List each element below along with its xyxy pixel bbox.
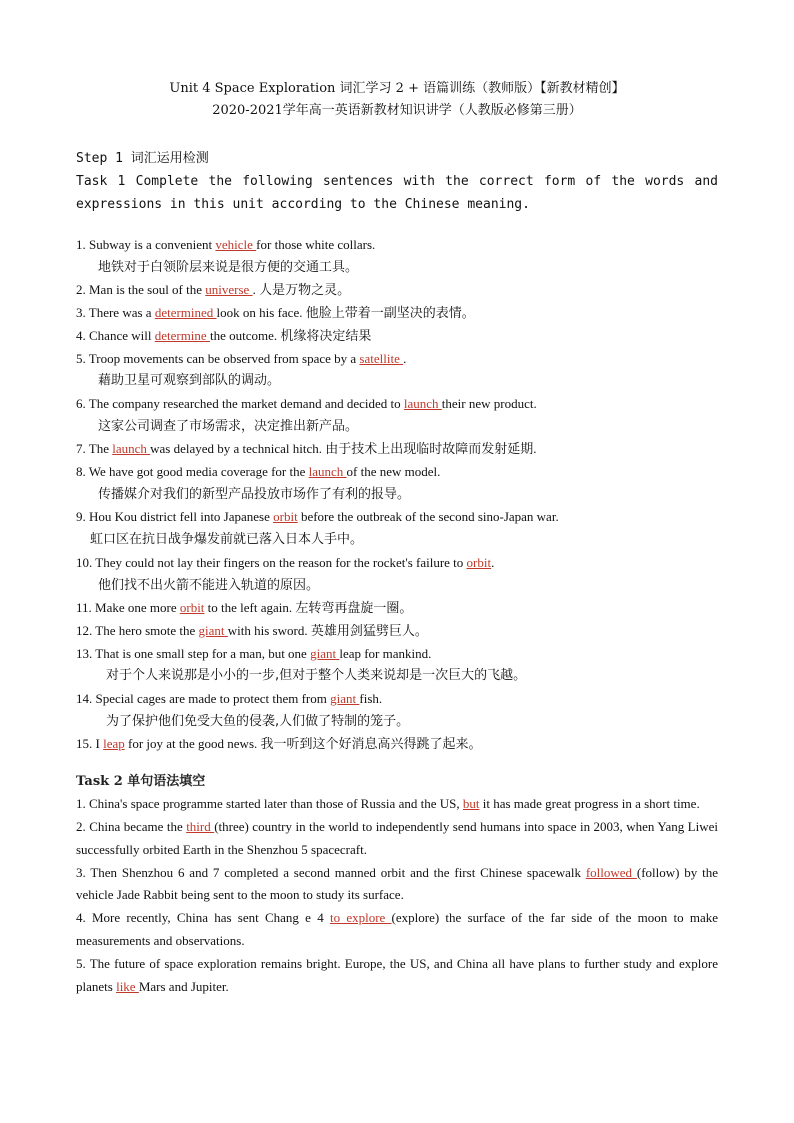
answer-blank: determined xyxy=(154,305,217,321)
task2-item xyxy=(76,793,718,816)
chinese-translation: 地铁对于白领阶层来说是很方便的交通工具。 xyxy=(98,259,359,275)
answer-blank: to explore xyxy=(329,910,392,926)
task2-item xyxy=(76,816,718,862)
doc-title-line2: 2020-2021学年高一英语新教材知识讲学（人教版必修第三册） xyxy=(212,103,582,118)
answer-blank: orbit xyxy=(179,600,205,616)
task1-item xyxy=(76,643,718,666)
task1-item xyxy=(76,620,718,643)
chinese-translation: 传播媒介对我们的新型产品投放市场作了有利的报导。 xyxy=(98,486,411,502)
item-text: Mars and Jupiter. xyxy=(138,978,229,994)
chinese-translation: 这家公司调查了市场需求，决定推出新产品。 xyxy=(98,418,359,434)
item-text: was delayed by a technical hitch. 由于技术上出现临时故障而发射延期. xyxy=(150,441,537,457)
item-text: (three) country in the world to independently send humans into space in 2003, when Yang Liwei successfully orbited Earth in the Shenzhou 5 spacecraft. xyxy=(76,818,718,857)
task2-list xyxy=(76,793,718,998)
task1-item xyxy=(76,597,718,620)
item-text: it has made great progress in a short time. xyxy=(479,796,700,812)
chinese-translation: 对于个人来说那是小小的一步,但对于整个人类来说却是一次巨大的飞越。 xyxy=(106,668,527,684)
answer-blank: satellite xyxy=(359,350,404,366)
item-text: . xyxy=(491,554,495,570)
answer-blank: giant xyxy=(310,645,340,661)
task1-item xyxy=(76,552,718,575)
answer-blank: orbit xyxy=(466,554,492,570)
item-text: 2. China became the xyxy=(76,818,187,834)
answer-blank: launch xyxy=(112,441,151,457)
item-text: 1. Subway is a convenient xyxy=(76,237,216,252)
item-text: their new product. xyxy=(441,395,537,411)
task1-item xyxy=(76,506,718,529)
chinese-translation: 藉助卫星可观察到部队的调动。 xyxy=(98,373,281,389)
answer-blank: but xyxy=(462,796,480,812)
answer-blank: universe xyxy=(205,282,253,298)
item-text: look on his face. 他脸上带着一副坚决的表情。 xyxy=(216,305,475,321)
item-text: 11. Make one more xyxy=(76,600,180,616)
item-text: for joy at the good news. 我一听到这个好消息高兴得跳了起来。 xyxy=(124,736,482,752)
task1-item xyxy=(76,733,718,756)
item-text: . xyxy=(403,350,407,366)
step1-heading: Step 1 词汇运用检测 xyxy=(76,151,209,166)
task1-item xyxy=(76,325,718,348)
task2-item xyxy=(76,862,718,908)
answer-blank: like xyxy=(116,978,139,994)
item-text: 15. I xyxy=(76,736,104,752)
worksheet-page xyxy=(76,78,718,998)
item-text: 7. The xyxy=(76,441,113,457)
task1-item xyxy=(76,279,718,302)
item-text: 5. Troop movements can be observed from space by a xyxy=(76,350,360,366)
answer-blank: determine xyxy=(154,327,210,343)
item-text: 13. That is one small step for a man, but one xyxy=(76,645,311,661)
item-text: . 人是万物之灵。 xyxy=(252,282,351,298)
item-text: before the outbreak of the second sino-Japan war. xyxy=(297,509,559,525)
task1-item xyxy=(76,234,718,257)
task1-instructions: Task 1 Complete the following sentences with the correct form of the words and expressions in this unit according to the Chinese meaning. xyxy=(76,174,718,212)
answer-blank: followed xyxy=(585,864,637,880)
item-text: the outcome. 机缘将决定结果 xyxy=(209,327,372,343)
item-text: 10. They could not lay their fingers on the reason for the rocket's failure to xyxy=(76,554,467,570)
task1-item xyxy=(76,688,718,711)
task1-item xyxy=(76,438,718,461)
item-text: for those white collars. xyxy=(256,237,376,252)
answer-blank: giant xyxy=(330,691,360,707)
chinese-translation: 虹口区在抗日战争爆发前就已落入日本人手中。 xyxy=(90,532,364,548)
chinese-translation: 为了保护他们免受大鱼的侵袭,人们做了特制的笼子。 xyxy=(106,713,410,729)
answer-blank: giant xyxy=(198,622,228,638)
item-text: 14. Special cages are made to protect them from xyxy=(76,691,331,707)
item-text: 1. China's space programme started later than those of Russia and the US, xyxy=(76,796,463,812)
item-text: 4. Chance will xyxy=(76,327,155,343)
item-text: (follow) by the vehicle Jade Rabbit being sent to the moon to study its surface. xyxy=(76,864,718,903)
task1-list xyxy=(76,234,718,756)
task1-item xyxy=(76,348,718,371)
answer-blank: launch xyxy=(403,395,442,411)
answer-blank: leap xyxy=(103,736,125,752)
task2-item xyxy=(76,907,718,953)
item-text: 3. Then Shenzhou 6 and 7 completed a second manned orbit and the first Chinese spacewalk xyxy=(76,864,586,880)
item-text: 12. The hero smote the xyxy=(76,622,199,638)
doc-title-line1: Unit 4 Space Exploration 词汇学习 2 + 语篇训练（教师版）【新教材精创】 xyxy=(169,81,625,96)
item-text: fish. xyxy=(359,691,383,707)
answer-blank: launch xyxy=(308,464,347,480)
task1-item xyxy=(76,302,718,325)
answer-blank: orbit xyxy=(273,509,298,525)
item-text: of the new model. xyxy=(346,464,441,480)
item-text: 3. There was a xyxy=(76,305,155,321)
item-text: to the left again. 左转弯再盘旋一圈。 xyxy=(204,600,413,616)
task2-heading: Task 2 单句语法填空 xyxy=(76,774,206,790)
item-text: 4. More recently, China has sent Chang e 4 xyxy=(76,910,330,926)
item-text: 6. The company researched the market demand and decided to xyxy=(76,395,404,411)
item-text: (explore) the surface of the far side of the moon to make measurements and observations. xyxy=(76,910,718,948)
answer-blank: third xyxy=(186,818,215,834)
answer-blank: vehicle xyxy=(215,237,257,252)
item-text: with his sword. 英雄用剑猛劈巨人。 xyxy=(227,622,428,638)
item-text: 5. The future of space exploration remains bright. Europe, the US, and China all have plans to further study and explore planets xyxy=(76,955,718,994)
task1-item xyxy=(76,393,718,416)
item-text: 9. Hou Kou district fell into Japanese xyxy=(76,509,274,525)
item-text: 8. We have got good media coverage for the xyxy=(76,464,309,480)
item-text: leap for mankind. xyxy=(339,645,432,661)
task1-item xyxy=(76,461,718,484)
task2-item xyxy=(76,953,718,999)
item-text: 2. Man is the soul of the xyxy=(76,282,206,298)
chinese-translation: 他们找不出火箭不能进入轨道的原因。 xyxy=(98,577,320,593)
